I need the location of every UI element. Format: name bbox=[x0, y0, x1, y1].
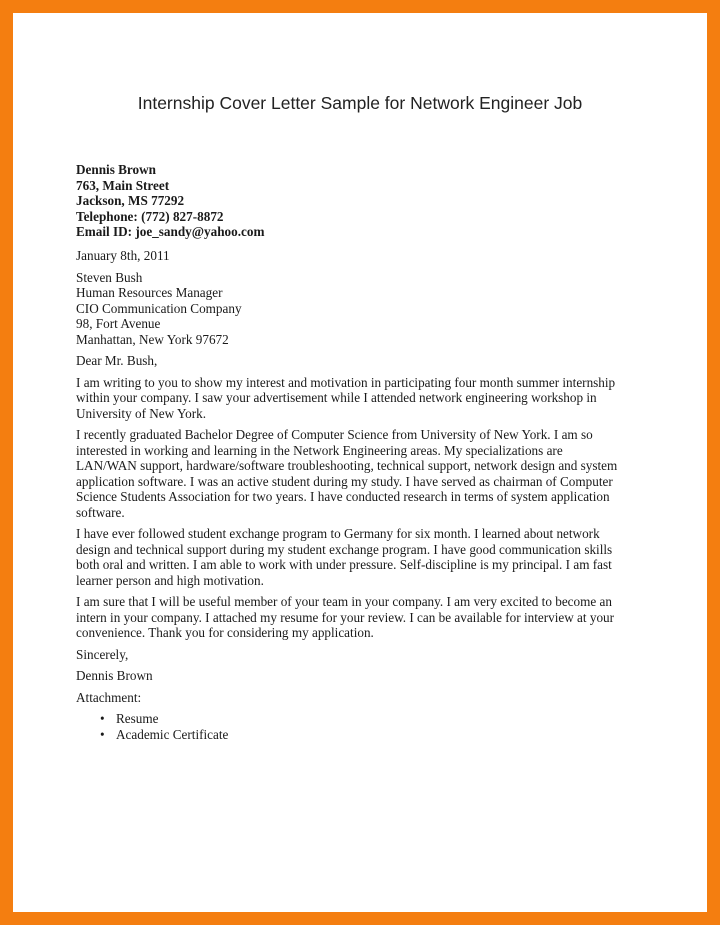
paragraph-line: intern in your company. I attached my resume for your review. I can be available for interview at your bbox=[76, 609, 615, 625]
closing: Sincerely, bbox=[76, 646, 129, 662]
letter-date: January 8th, 2011 bbox=[76, 248, 170, 263]
paragraph-line: I recently graduated Bachelor Degree of Computer Science from University of New York. I am so bbox=[76, 427, 593, 442]
paragraph-line: within your company. I saw your advertisement while I attended network engineering workshop in bbox=[76, 390, 597, 405]
attachment-label: Attachment: bbox=[76, 689, 142, 705]
sender-email: Email ID: joe_sandy@yahoo.com bbox=[76, 224, 265, 239]
recipient-company: CIO Communication Company bbox=[76, 300, 242, 316]
attachment-list bbox=[76, 711, 651, 743]
sender-city: Jackson, MS 77292 bbox=[76, 193, 185, 208]
paragraph-3 bbox=[76, 526, 651, 588]
bullet-icon: • bbox=[100, 727, 105, 742]
paragraph-1 bbox=[76, 375, 651, 422]
signature-name: Dennis Brown bbox=[76, 668, 153, 683]
paragraph-line: interested in working and learning in the Network Engineering areas. My specializations are bbox=[76, 442, 563, 458]
paragraph-line: both oral and written. I am able to work with under pressure. Self-discipline is my principal. I am fast bbox=[76, 557, 612, 572]
paragraph-4 bbox=[76, 594, 651, 641]
recipient-city: Manhattan, New York 97672 bbox=[76, 331, 229, 347]
attachment-item-label: Academic Certificate bbox=[116, 727, 229, 742]
recipient-title: Human Resources Manager bbox=[76, 285, 223, 300]
paragraph-line: application software. I was an active student during my study. I have served as chairman of Computer bbox=[76, 473, 613, 489]
paragraph-line: Science Students Association for two years. I have conducted research in terms of system application bbox=[76, 489, 610, 504]
sender-block bbox=[76, 162, 264, 240]
recipient-block bbox=[76, 270, 651, 348]
letter-body bbox=[76, 248, 651, 743]
sender-street: 763, Main Street bbox=[76, 177, 170, 193]
paragraph-line: University of New York. bbox=[76, 405, 207, 421]
paragraph-line: software. bbox=[76, 504, 125, 520]
sender-telephone: Telephone: (772) 827-8872 bbox=[76, 208, 224, 224]
paragraph-line: design and technical support during my student exchange program. I have good communication skills bbox=[76, 541, 613, 557]
letter-page bbox=[13, 13, 707, 912]
paragraph-line: LAN/WAN support, hardware/software troubleshooting, technical support, network design and system bbox=[76, 458, 618, 473]
sender-name: Dennis Brown bbox=[76, 162, 157, 177]
attachment-item-label: Resume bbox=[116, 711, 159, 726]
paragraph-line: convenience. Thank you for considering my application. bbox=[76, 625, 374, 640]
paragraph-line: I have ever followed student exchange program to Germany for six month. I learned about network bbox=[76, 526, 600, 541]
bullet-icon: • bbox=[100, 711, 105, 726]
paragraph-line: learner person and high motivation. bbox=[76, 572, 264, 588]
recipient-street: 98, Fort Avenue bbox=[76, 316, 161, 331]
list-item bbox=[76, 711, 651, 727]
paragraph-line: I am sure that I will be useful member of your team in your company. I am very excited to become an bbox=[76, 594, 612, 609]
paragraph-line: I am writing to you to show my interest and motivation in participating four month summer internship bbox=[76, 374, 616, 390]
document-title: Internship Cover Letter Sample for Network Engineer Job bbox=[137, 93, 583, 113]
paragraph-2 bbox=[76, 427, 651, 520]
salutation: Dear Mr. Bush, bbox=[76, 353, 158, 368]
recipient-name: Steven Bush bbox=[76, 269, 143, 285]
list-item bbox=[76, 727, 651, 743]
